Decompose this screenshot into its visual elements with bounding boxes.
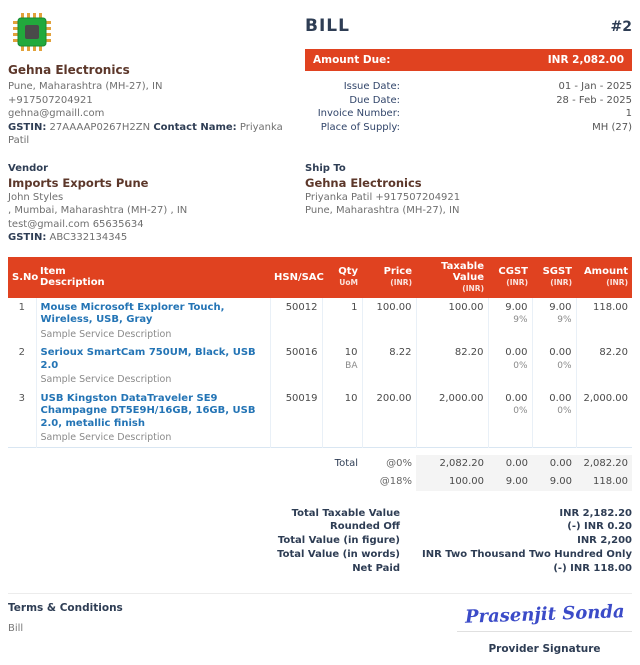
gstin-label: GSTIN: — [8, 121, 47, 133]
issue-date-value: 01 - Jan - 2025 — [558, 81, 632, 92]
col-sgst-label: SGST — [542, 266, 572, 277]
col-item-line1: Item — [40, 266, 66, 277]
row3-price: 200.00 — [362, 389, 416, 448]
row3-item-name-link[interactable]: USB Kingston DataTraveler SE9 Champagne DT5E9H/16GB, 16GB, USB 2.0, metallic finish — [40, 392, 256, 429]
row2-hsn: 50016 — [270, 343, 322, 389]
detail-row-invoice-number — [305, 107, 632, 121]
header — [8, 10, 632, 148]
col-amount-label: Amount — [583, 266, 628, 277]
row1-cgst — [488, 298, 532, 344]
row1-sno: 1 — [18, 301, 25, 313]
row2-sgst-pct: 0% — [557, 360, 572, 371]
col-cgst-label: CGST — [498, 266, 528, 277]
row2-sgst-value: 0.00 — [549, 347, 572, 358]
amount-due-label: Amount Due: — [313, 54, 391, 66]
invoice-meta-block — [305, 10, 632, 148]
row1-item-description: Sample Service Description — [40, 328, 172, 340]
row2-uom: BA — [345, 360, 358, 371]
contact-name-label: Contact Name: — [153, 121, 237, 133]
invoice-details — [305, 80, 632, 134]
detail-row-issue-date — [305, 80, 632, 94]
totals-label-blank — [322, 473, 362, 491]
col-cgst-sub: (INR) — [506, 278, 528, 287]
totals-taxable-0: 2,082.20 — [416, 455, 488, 473]
col-taxable-value — [416, 257, 488, 298]
detail-row-place-of-supply — [305, 121, 632, 135]
totals-label: Total — [334, 457, 359, 469]
totals-rate-0: @0% — [386, 457, 413, 469]
row2-sgst — [532, 343, 576, 389]
table-row — [8, 343, 632, 389]
row1-qty — [322, 298, 362, 344]
place-of-supply-label: Place of Supply: — [320, 121, 400, 133]
totals-row-18pct — [8, 473, 632, 491]
row2-item-description: Sample Service Description — [40, 374, 172, 385]
vendor-block — [8, 162, 305, 245]
row3-sgst-pct: 0% — [557, 406, 572, 416]
place-of-supply-value: MH (27) — [592, 121, 632, 133]
due-date-label: Due Date: — [349, 94, 400, 106]
row3-sgst — [532, 389, 576, 448]
col-item-line2: Description — [40, 277, 105, 288]
totals-cgst-18: 9.00 — [488, 473, 532, 491]
row3-cgst-pct: 0% — [513, 406, 528, 416]
vendor-contact: John Styles — [8, 191, 64, 203]
col-amount — [576, 257, 632, 298]
row3-sgst-value: 0.00 — [549, 392, 572, 404]
row1-sgst-pct: 9% — [557, 315, 572, 325]
table-row — [8, 389, 632, 448]
col-qty — [322, 257, 362, 298]
summary-row-taxable — [8, 507, 632, 521]
document-title: BILL — [305, 16, 350, 36]
ship-to-name: Gehna Electronics — [305, 175, 422, 190]
gstin-value: 27AAAAP0267H2ZN — [46, 121, 154, 133]
col-price-sub: (INR) — [390, 278, 412, 287]
col-taxable-sub: (INR) — [462, 283, 484, 293]
row1-qty-value: 1 — [351, 301, 358, 313]
company-logo — [12, 12, 305, 55]
row1-sgst — [532, 298, 576, 344]
row1-item-cell — [36, 298, 270, 344]
totals-taxable-18: 100.00 — [416, 473, 488, 491]
total-taxable-value: INR 2,182.20 — [559, 507, 632, 519]
row3-taxable: 2,000.00 — [416, 389, 488, 448]
provider-signature-label: Provider Signature — [488, 643, 601, 656]
vendor-name: Imports Exports Pune — [8, 175, 149, 190]
company-email: gehna@gmaill.com — [8, 108, 105, 119]
row1-item-name-link[interactable]: Mouse Microsoft Explorer Touch, Wireless, USB, Gray — [40, 301, 225, 325]
col-price — [362, 257, 416, 298]
ship-to-contact: Priyanka Patil +917507204921 — [305, 191, 461, 203]
summary-row-figure — [8, 534, 632, 548]
total-taxable-label: Total Taxable Value — [291, 507, 400, 519]
col-item-description — [36, 257, 270, 298]
row2-price: 8.22 — [362, 343, 416, 389]
row2-item-name-link[interactable]: Serioux SmartCam 750UM, Black, USB 2.0 — [40, 347, 256, 371]
row3-item-cell — [36, 389, 270, 448]
ship-to-section-label: Ship To — [305, 162, 346, 174]
title-row — [305, 16, 632, 36]
net-paid-label: Net Paid — [352, 562, 400, 574]
row1-price: 100.00 — [362, 298, 416, 344]
totals-sgst-18: 9.00 — [532, 473, 576, 491]
row2-amount: 82.20 — [576, 343, 632, 389]
vendor-address: , Mumbai, Maharashtra (MH-27) , IN — [8, 205, 188, 216]
row3-qty — [322, 389, 362, 448]
col-qty-sub: UoM — [339, 278, 358, 287]
row3-hsn: 50019 — [270, 389, 322, 448]
net-paid-value: (-) INR 118.00 — [553, 562, 632, 574]
rounded-off-label: Rounded Off — [330, 521, 400, 533]
company-address: Pune, Maharashtra (MH-27), IN — [8, 81, 163, 92]
row1-amount: 118.00 — [576, 298, 632, 344]
col-price-label: Price — [383, 266, 412, 277]
col-sgst — [532, 257, 576, 298]
totals-row-0pct — [8, 455, 632, 473]
summary-row-words — [8, 548, 632, 562]
total-value-words-label: Total Value (in words) — [277, 548, 400, 560]
row2-item-cell — [36, 343, 270, 389]
row3-qty-value: 10 — [344, 392, 358, 404]
due-date-value: 28 - Feb - 2025 — [556, 94, 632, 106]
rounded-off-value: (-) INR 0.20 — [567, 521, 632, 533]
col-hsn-sac: HSN/SAC — [270, 257, 322, 298]
row2-cgst-pct: 0% — [513, 360, 528, 371]
row1-taxable: 100.00 — [416, 298, 488, 344]
detail-row-due-date — [305, 94, 632, 108]
row3-sno: 3 — [18, 392, 25, 404]
row2-taxable: 82.20 — [416, 343, 488, 389]
summary-row-net-paid — [8, 562, 632, 576]
vendor-gstin-value: ABC332134345 — [46, 232, 128, 243]
footer-section — [8, 593, 632, 655]
row2-qty-value: 10 — [344, 347, 358, 358]
row2-sno: 2 — [18, 347, 25, 358]
total-value-words-value: INR Two Thousand Two Hundred Only — [422, 548, 632, 560]
contact-name-value: Priyanka Patil — [8, 121, 283, 146]
row3-amount: 2,000.00 — [576, 389, 632, 448]
table-row — [8, 298, 632, 344]
totals-rate-18: @18% — [379, 475, 413, 487]
amount-due-value: INR 2,082.00 — [547, 54, 624, 66]
chip-icon — [12, 12, 52, 52]
summary-row-rounded — [8, 520, 632, 534]
company-block — [8, 10, 305, 148]
totals-sgst-0: 0.00 — [532, 455, 576, 473]
parties-section — [8, 162, 632, 245]
row3-cgst-value: 0.00 — [505, 392, 528, 404]
terms-block — [8, 602, 457, 655]
company-gstin-line — [8, 121, 305, 148]
signature-block — [457, 602, 632, 655]
col-sgst-sub: (INR) — [550, 278, 572, 287]
vendor-gstin-line — [8, 231, 305, 245]
tax-totals-table — [8, 455, 632, 491]
total-value-figure-value: INR 2,200 — [577, 535, 632, 547]
company-name: Gehna Electronics — [8, 63, 130, 77]
col-taxable-label: Taxable Value — [441, 260, 484, 283]
invoice-number-label: Invoice Number: — [317, 108, 400, 119]
row1-sgst-value: 9.00 — [549, 301, 572, 313]
total-value-figure-label: Total Value (in figure) — [277, 535, 400, 547]
row1-hsn: 50012 — [270, 298, 322, 344]
invoice-number-value: 1 — [625, 108, 632, 119]
items-table — [8, 257, 632, 448]
row3-cgst — [488, 389, 532, 448]
terms-title: Terms & Conditions — [8, 602, 123, 615]
col-amount-sub: (INR) — [606, 278, 628, 287]
amount-due-bar — [305, 49, 632, 71]
row2-cgst — [488, 343, 532, 389]
items-table-header — [8, 257, 632, 298]
row3-item-description: Sample Service Description — [40, 432, 172, 443]
document-number: #2 — [610, 19, 632, 35]
vendor-gstin-label: GSTIN: — [8, 232, 47, 243]
vendor-section-label: Vendor — [8, 162, 49, 174]
row1-cgst-value: 9.00 — [505, 301, 528, 313]
totals-cgst-0: 0.00 — [488, 455, 532, 473]
terms-body: Bill — [8, 623, 24, 635]
col-cgst — [488, 257, 532, 298]
vendor-email-phone: test@gmail.com 65635634 — [8, 218, 144, 230]
ship-to-block — [305, 162, 632, 245]
totals-amount-0: 2,082.20 — [576, 455, 632, 473]
col-sno: S.No — [8, 257, 36, 298]
ship-to-address: Pune, Maharashtra (MH-27), IN — [305, 205, 460, 216]
totals-amount-18: 118.00 — [576, 473, 632, 491]
issue-date-label: Issue Date: — [343, 81, 400, 92]
summary-section — [8, 507, 632, 576]
row2-qty — [322, 343, 362, 389]
row1-cgst-pct: 9% — [513, 315, 528, 325]
signature-handwriting: Prasenjit Sonda — [464, 601, 625, 629]
col-qty-label: Qty — [338, 266, 358, 277]
signature-line — [457, 631, 632, 632]
company-phone: +917507204921 — [8, 94, 93, 106]
row2-cgst-value: 0.00 — [505, 347, 528, 358]
